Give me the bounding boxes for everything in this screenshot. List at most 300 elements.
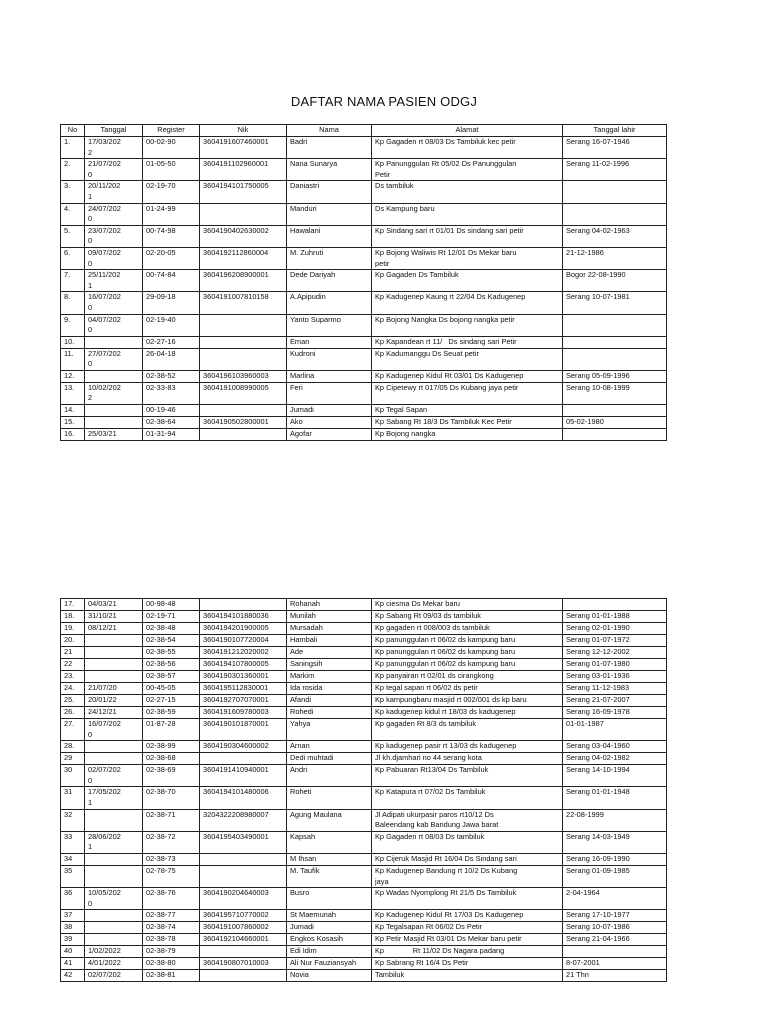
cell-tanggal: 31/10/21 <box>85 611 143 623</box>
cell-tanggal: 4/01/2022 <box>85 958 143 970</box>
table-row <box>61 181 667 203</box>
cell-alamat: Kp tegal sapan rt 06/02 ds petir <box>372 683 563 695</box>
cell-nama: Agung Maulana <box>287 809 372 831</box>
cell-register: 02-38-81 <box>143 970 200 982</box>
cell-nama: M Ihsan <box>287 853 372 865</box>
cell-alamat: Kp Tegalsapan Rt 06/02 Ds Petir <box>372 922 563 934</box>
cell-register: 02-38-68 <box>143 753 200 765</box>
cell-nama: Nana Sunarya <box>287 159 372 181</box>
cell-tanggal <box>85 741 143 753</box>
cell-register: 00-19-46 <box>143 405 200 417</box>
cell-alamat: Kp Bojong Waliwis Rt 12/01 Ds Mekar baru petir <box>372 247 563 269</box>
cell-tanggal: 28/06/202 1 <box>85 831 143 853</box>
cell-nama: Ade <box>287 647 372 659</box>
cell-alamat: Kp Kadugenep Kidul Rt 03/01 Ds Kadugenep <box>372 370 563 382</box>
cell-alamat: Kp Wadas Nyomplong Rt 21/5 Ds Tambiluk <box>372 888 563 910</box>
cell-register: 02-38-54 <box>143 635 200 647</box>
cell-tanggal: 1/02/2022 <box>85 946 143 958</box>
cell-nama: Hambali <box>287 635 372 647</box>
cell-tanggal-lahir: Serang 16-09-1990 <box>563 853 667 865</box>
cell-alamat: Kp kadugenep kidul rt 18/03 ds kadugenep <box>372 707 563 719</box>
cell-tanggal <box>85 370 143 382</box>
cell-nama: Mursadah <box>287 623 372 635</box>
cell-tanggal: 10/05/202 0 <box>85 888 143 910</box>
table-row <box>61 292 667 314</box>
table-row <box>61 719 667 741</box>
cell-no: 29 <box>61 753 85 765</box>
cell-nama: Saningsih <box>287 659 372 671</box>
cell-nama: M. Zuhruti <box>287 247 372 269</box>
cell-nama: Kapsah <box>287 831 372 853</box>
cell-alamat: Kp Sabang Rt 09/03 ds tambiluk <box>372 611 563 623</box>
table-row <box>61 707 667 719</box>
cell-nik: 3604191102960001 <box>200 159 287 181</box>
cell-register: 02-19-40 <box>143 314 200 336</box>
cell-no: 19. <box>61 623 85 635</box>
header-tanggal-lahir: Tanggal lahir <box>563 125 667 137</box>
cell-nik: 3604191008990005 <box>200 382 287 404</box>
cell-no: 9. <box>61 314 85 336</box>
cell-nama: Arnan <box>287 741 372 753</box>
cell-tanggal-lahir: Serang 03-01-1936 <box>563 671 667 683</box>
cell-nama: Afandi <box>287 695 372 707</box>
cell-nik: 3604196103960003 <box>200 370 287 382</box>
table-row <box>61 382 667 404</box>
cell-nik: 3604195403490001 <box>200 831 287 853</box>
cell-nik: 3604191609780003 <box>200 707 287 719</box>
cell-nik <box>200 405 287 417</box>
cell-tanggal: 24/07/202 0 <box>85 203 143 225</box>
cell-nama: Edi Idim <box>287 946 372 958</box>
cell-alamat: Kp Gagaden rt 08/03 Ds tambiluk <box>372 831 563 853</box>
cell-nama: Ako <box>287 417 372 429</box>
cell-nama: Rohanah <box>287 599 372 611</box>
table-row <box>61 958 667 970</box>
cell-nama: Manduri <box>287 203 372 225</box>
table-row <box>61 270 667 292</box>
table-row <box>61 336 667 348</box>
cell-nik <box>200 970 287 982</box>
cell-tanggal: 02/07/202 0 <box>85 765 143 787</box>
cell-alamat: Kp Gagaden Ds Tambiluk <box>372 270 563 292</box>
table-row <box>61 405 667 417</box>
cell-tanggal: 24/12/21 <box>85 707 143 719</box>
cell-tanggal-lahir: 21 Thn <box>563 970 667 982</box>
cell-tanggal-lahir <box>563 946 667 958</box>
cell-tanggal: 16/07/202 0 <box>85 292 143 314</box>
cell-tanggal: 04/03/21 <box>85 599 143 611</box>
cell-tanggal: 21/07/20 <box>85 683 143 695</box>
cell-register: 02-38-80 <box>143 958 200 970</box>
cell-register: 02-38-56 <box>143 659 200 671</box>
cell-tanggal-lahir: Serang 01-07-1972 <box>563 635 667 647</box>
cell-nik: 3604190304600002 <box>200 741 287 753</box>
cell-nama: Ida rosida <box>287 683 372 695</box>
cell-tanggal <box>85 934 143 946</box>
cell-tanggal: 04/07/202 0 <box>85 314 143 336</box>
cell-nama: Munilah <box>287 611 372 623</box>
cell-tanggal <box>85 922 143 934</box>
cell-no: 14. <box>61 405 85 417</box>
cell-register: 01-05-50 <box>143 159 200 181</box>
cell-tanggal-lahir: Serang 04-02-1963 <box>563 225 667 247</box>
cell-tanggal-lahir: 21-12-1986 <box>563 247 667 269</box>
cell-tanggal <box>85 417 143 429</box>
cell-tanggal-lahir: Serang 01-01-1948 <box>563 787 667 809</box>
cell-register: 00-74-98 <box>143 225 200 247</box>
cell-nama: Agofar <box>287 429 372 441</box>
cell-no: 25. <box>61 695 85 707</box>
cell-register: 02-38-64 <box>143 417 200 429</box>
cell-nik <box>200 348 287 370</box>
cell-no: 33 <box>61 831 85 853</box>
cell-register: 29-09-18 <box>143 292 200 314</box>
cell-no: 24. <box>61 683 85 695</box>
cell-tanggal-lahir: Bogor 22-08-1990 <box>563 270 667 292</box>
cell-no: 39 <box>61 934 85 946</box>
cell-nik: 3604194201900005 <box>200 623 287 635</box>
cell-register: 02-38-79 <box>143 946 200 958</box>
cell-tanggal-lahir: Serang 10-07-1986 <box>563 922 667 934</box>
cell-nama: Eman <box>287 336 372 348</box>
cell-alamat: Kp gagaden Rt 8/3 ds tambiluk <box>372 719 563 741</box>
table-row <box>61 429 667 441</box>
cell-alamat: Tambiluk <box>372 970 563 982</box>
cell-alamat: Kp Kadugenep Kaung rt 22/04 Ds Kadugenep <box>372 292 563 314</box>
cell-no: 12. <box>61 370 85 382</box>
table-row <box>61 635 667 647</box>
cell-no: 27. <box>61 719 85 741</box>
cell-nik: 3604195710770002 <box>200 910 287 922</box>
cell-register: 02-27-16 <box>143 336 200 348</box>
cell-tanggal-lahir: Serang 01-09-1985 <box>563 865 667 887</box>
cell-nik <box>200 946 287 958</box>
cell-nik: 3604190807010003 <box>200 958 287 970</box>
cell-tanggal-lahir: Serang 21-04-1966 <box>563 934 667 946</box>
cell-nik: 3604190204640003 <box>200 888 287 910</box>
cell-tanggal-lahir: 22-08-1999 <box>563 809 667 831</box>
cell-alamat: Kp Bojong Nangka Ds bojong nangka petir <box>372 314 563 336</box>
cell-tanggal-lahir: Serang 02-01-1990 <box>563 623 667 635</box>
table-row <box>61 765 667 787</box>
cell-alamat: Jl kh.djamhari no 44 serang kota <box>372 753 563 765</box>
cell-alamat: Kp panunggulan rt 06/02 ds kampung baru <box>372 647 563 659</box>
cell-tanggal-lahir: 01-01-1987 <box>563 719 667 741</box>
cell-no: 17. <box>61 599 85 611</box>
table-row <box>61 753 667 765</box>
cell-tanggal-lahir: Serang 16-09-1978 <box>563 707 667 719</box>
cell-alamat: Kp panunggulan rt 06/02 ds kampung baru <box>372 659 563 671</box>
cell-tanggal-lahir: Serang 14-10-1994 <box>563 765 667 787</box>
cell-no: 36 <box>61 888 85 910</box>
cell-nik: 3604192707070001 <box>200 695 287 707</box>
cell-tanggal: 27/07/202 0 <box>85 348 143 370</box>
cell-alamat: Kp Kadugenep Kidul Rt 17/03 Ds Kadugenep <box>372 910 563 922</box>
cell-nik: 3604196208900001 <box>200 270 287 292</box>
cell-nama: Marlina <box>287 370 372 382</box>
cell-register: 00-45-05 <box>143 683 200 695</box>
cell-nama: Dedi muhtadi <box>287 753 372 765</box>
cell-register: 02-38-52 <box>143 370 200 382</box>
cell-no: 7. <box>61 270 85 292</box>
cell-no: 20. <box>61 635 85 647</box>
cell-no: 32 <box>61 809 85 831</box>
cell-register: 02-38-76 <box>143 888 200 910</box>
cell-tanggal <box>85 809 143 831</box>
cell-nama: Rohedi <box>287 707 372 719</box>
cell-alamat: Kp Petir Masjid Rt 03/01 Ds Mekar baru petir <box>372 934 563 946</box>
cell-alamat: Kp Panunggulan Rt 05/02 Ds Panunggulan Petir <box>372 159 563 181</box>
cell-tanggal: 20/01/22 <box>85 695 143 707</box>
table-row <box>61 159 667 181</box>
table-row <box>61 348 667 370</box>
cell-alamat: Ds Kampung baru <box>372 203 563 225</box>
cell-tanggal-lahir <box>563 405 667 417</box>
cell-no: 13. <box>61 382 85 404</box>
cell-alamat: Ds tambiluk <box>372 181 563 203</box>
cell-alamat: Kp kampungbaru masjid rt 002/001 ds kp baru <box>372 695 563 707</box>
cell-alamat: Kp panyairan rt 02/01 ds cirangkong <box>372 671 563 683</box>
cell-nik: 3604194101880036 <box>200 611 287 623</box>
cell-tanggal-lahir <box>563 181 667 203</box>
cell-nik: 3604190301360001 <box>200 671 287 683</box>
cell-no: 2. <box>61 159 85 181</box>
cell-nama: Jumadi <box>287 405 372 417</box>
patient-table-page-1 <box>60 124 667 441</box>
cell-tanggal: 10/02/202 2 <box>85 382 143 404</box>
cell-register: 02-38-77 <box>143 910 200 922</box>
cell-nama: Markim <box>287 671 372 683</box>
cell-register: 26-04-18 <box>143 348 200 370</box>
cell-tanggal <box>85 910 143 922</box>
cell-tanggal-lahir <box>563 336 667 348</box>
table-row <box>61 671 667 683</box>
cell-nama: Ali Nur Fauziansyah <box>287 958 372 970</box>
cell-alamat: Kp Gagaden rt 08/03 Ds Tambiluk kec petir <box>372 137 563 159</box>
table-row <box>61 225 667 247</box>
cell-tanggal-lahir: 05-02-1980 <box>563 417 667 429</box>
patient-table-page-2 <box>60 598 667 982</box>
cell-register: 02-38-99 <box>143 741 200 753</box>
cell-tanggal: 20/11/202 1 <box>85 181 143 203</box>
cell-no: 23. <box>61 671 85 683</box>
cell-nik: 3604191607460001 <box>200 137 287 159</box>
table-row <box>61 934 667 946</box>
header-no: No <box>61 125 85 137</box>
cell-tanggal-lahir: Serang 12-12-2002 <box>563 647 667 659</box>
cell-register: 00-74-84 <box>143 270 200 292</box>
table-row <box>61 314 667 336</box>
cell-register: 01-87-28 <box>143 719 200 741</box>
cell-tanggal-lahir: Serang 04-02-1982 <box>563 753 667 765</box>
cell-register: 02-27-15 <box>143 695 200 707</box>
cell-tanggal <box>85 336 143 348</box>
table-row <box>61 970 667 982</box>
cell-no: 15. <box>61 417 85 429</box>
header-tanggal: Tanggal <box>85 125 143 137</box>
cell-tanggal-lahir <box>563 203 667 225</box>
cell-register: 02-19-70 <box>143 181 200 203</box>
cell-nama: Yanto Suparmo <box>287 314 372 336</box>
table-row <box>61 888 667 910</box>
cell-nik <box>200 203 287 225</box>
cell-tanggal <box>85 659 143 671</box>
cell-no: 38 <box>61 922 85 934</box>
table-row <box>61 623 667 635</box>
cell-no: 11. <box>61 348 85 370</box>
cell-alamat: Kp Sabrang Rt 16/4 Ds Petir <box>372 958 563 970</box>
cell-no: 34 <box>61 853 85 865</box>
cell-register: 01-31-94 <box>143 429 200 441</box>
cell-tanggal-lahir: Serang 14-03-1949 <box>563 831 667 853</box>
cell-alamat: Kp kadugenep pasir rt 13/03 ds kadugenep <box>372 741 563 753</box>
cell-alamat: Kp Pabuaran Rt13/04 Ds Tambiluk <box>372 765 563 787</box>
cell-nama: Feri <box>287 382 372 404</box>
cell-no: 22 <box>61 659 85 671</box>
cell-tanggal-lahir: Serang 10-07-1981 <box>563 292 667 314</box>
table-row <box>61 659 667 671</box>
cell-alamat: Kp panunggulan rt 06/02 ds kampung baru <box>372 635 563 647</box>
cell-register: 02-38-78 <box>143 934 200 946</box>
cell-no: 10. <box>61 336 85 348</box>
cell-tanggal-lahir <box>563 429 667 441</box>
cell-tanggal-lahir: Serang 16-07-1946 <box>563 137 667 159</box>
cell-tanggal: 21/07/202 0 <box>85 159 143 181</box>
cell-no: 3. <box>61 181 85 203</box>
cell-tanggal: 25/11/202 1 <box>85 270 143 292</box>
cell-tanggal-lahir: Serang 01-01-1988 <box>563 611 667 623</box>
cell-alamat: Kp Kadugenep Bandung rt 10/2 Ds Kubang jaya <box>372 865 563 887</box>
cell-register: 02-38-57 <box>143 671 200 683</box>
cell-register: 02-78-75 <box>143 865 200 887</box>
cell-tanggal: 17/05/202 1 <box>85 787 143 809</box>
table-row <box>61 137 667 159</box>
cell-register: 02-38-72 <box>143 831 200 853</box>
table-row <box>61 910 667 922</box>
cell-alamat: Kp Katapura rt 07/02 Ds Tambiluk <box>372 787 563 809</box>
cell-nik: 3604190101870001 <box>200 719 287 741</box>
cell-nama: Novia <box>287 970 372 982</box>
table-row <box>61 831 667 853</box>
cell-no: 37 <box>61 910 85 922</box>
header-alamat: Alamat <box>372 125 563 137</box>
cell-no: 42 <box>61 970 85 982</box>
cell-tanggal-lahir: Serang 21-07-2007 <box>563 695 667 707</box>
cell-nik: 3604191212020002 <box>200 647 287 659</box>
cell-tanggal-lahir: 8-07-2001 <box>563 958 667 970</box>
table-row <box>61 865 667 887</box>
cell-alamat: Kp Kadumanggu Ds Seuat petir <box>372 348 563 370</box>
cell-nama: Jumadi <box>287 922 372 934</box>
cell-register: 00-02-90 <box>143 137 200 159</box>
cell-register: 02-19-71 <box>143 611 200 623</box>
table-row <box>61 922 667 934</box>
cell-nama: Engkos Kosasih <box>287 934 372 946</box>
cell-nik: 3604191007860002 <box>200 922 287 934</box>
cell-alamat: Kp Rt 11/02 Ds Nagara padang <box>372 946 563 958</box>
cell-no: 35 <box>61 865 85 887</box>
cell-no: 16. <box>61 429 85 441</box>
cell-nik: 3604192104660001 <box>200 934 287 946</box>
cell-alamat: Kp Sindang sari rt 01/01 Ds sindang sari petir <box>372 225 563 247</box>
cell-register: 02-38-71 <box>143 809 200 831</box>
cell-tanggal: 08/12/21 <box>85 623 143 635</box>
cell-alamat: Kp Bojong nangka <box>372 429 563 441</box>
table-row <box>61 611 667 623</box>
cell-tanggal-lahir: Serang 03-04-1960 <box>563 741 667 753</box>
cell-nik <box>200 753 287 765</box>
cell-nik <box>200 853 287 865</box>
cell-tanggal <box>85 635 143 647</box>
cell-nama: Dede Dariyah <box>287 270 372 292</box>
cell-nama: A.Apipudin <box>287 292 372 314</box>
cell-tanggal-lahir: Serang 11-02-1996 <box>563 159 667 181</box>
cell-nik <box>200 336 287 348</box>
cell-nama: Andri <box>287 765 372 787</box>
cell-nama: Badri <box>287 137 372 159</box>
cell-no: 30 <box>61 765 85 787</box>
cell-no: 5. <box>61 225 85 247</box>
cell-nik: 3604195112830001 <box>200 683 287 695</box>
table-row <box>61 741 667 753</box>
cell-no: 18. <box>61 611 85 623</box>
cell-no: 8. <box>61 292 85 314</box>
cell-tanggal: 25/03/21 <box>85 429 143 441</box>
cell-alamat: Kp Kapandean rt 11/ Ds sindang sari Petir <box>372 336 563 348</box>
cell-register: 02-38-69 <box>143 765 200 787</box>
cell-register: 02-38-59 <box>143 707 200 719</box>
cell-nik: 3604192112860004 <box>200 247 287 269</box>
cell-register: 02-38-74 <box>143 922 200 934</box>
table-row <box>61 683 667 695</box>
table-row <box>61 247 667 269</box>
cell-tanggal: 16/07/202 0 <box>85 719 143 741</box>
table-row <box>61 853 667 865</box>
cell-alamat: Kp ciesma Ds Mekar baru <box>372 599 563 611</box>
table-row <box>61 370 667 382</box>
cell-alamat: Kp Cijeruk Masjid Rt 16/04 Ds Sindang sari <box>372 853 563 865</box>
cell-tanggal-lahir: Serang 05-09-1996 <box>563 370 667 382</box>
cell-nama: Kudroni <box>287 348 372 370</box>
cell-tanggal: 02/07/202 <box>85 970 143 982</box>
header-register: Register <box>143 125 200 137</box>
cell-register: 01-24-99 <box>143 203 200 225</box>
cell-no: 40 <box>61 946 85 958</box>
header-nik: Nik <box>200 125 287 137</box>
cell-no: 6. <box>61 247 85 269</box>
table-row <box>61 809 667 831</box>
table-row <box>61 787 667 809</box>
cell-tanggal <box>85 865 143 887</box>
cell-no: 1. <box>61 137 85 159</box>
cell-nik: 3204322208980007 <box>200 809 287 831</box>
cell-no: 31 <box>61 787 85 809</box>
cell-nik: 3604194107800005 <box>200 659 287 671</box>
cell-nik <box>200 314 287 336</box>
cell-register: 02-33-83 <box>143 382 200 404</box>
cell-register: 00-98-48 <box>143 599 200 611</box>
cell-no: 4. <box>61 203 85 225</box>
cell-tanggal-lahir: Serang 10-08-1999 <box>563 382 667 404</box>
cell-no: 21 <box>61 647 85 659</box>
cell-alamat: Kp Sabang Rt 18/3 Ds Tambiluk Kec Petir <box>372 417 563 429</box>
cell-alamat: Kp gagaden rt 008/003 ds tambiluk <box>372 623 563 635</box>
cell-nama: Daniastri <box>287 181 372 203</box>
cell-tanggal-lahir <box>563 314 667 336</box>
cell-no: 26. <box>61 707 85 719</box>
cell-register: 02-38-70 <box>143 787 200 809</box>
cell-nik <box>200 429 287 441</box>
